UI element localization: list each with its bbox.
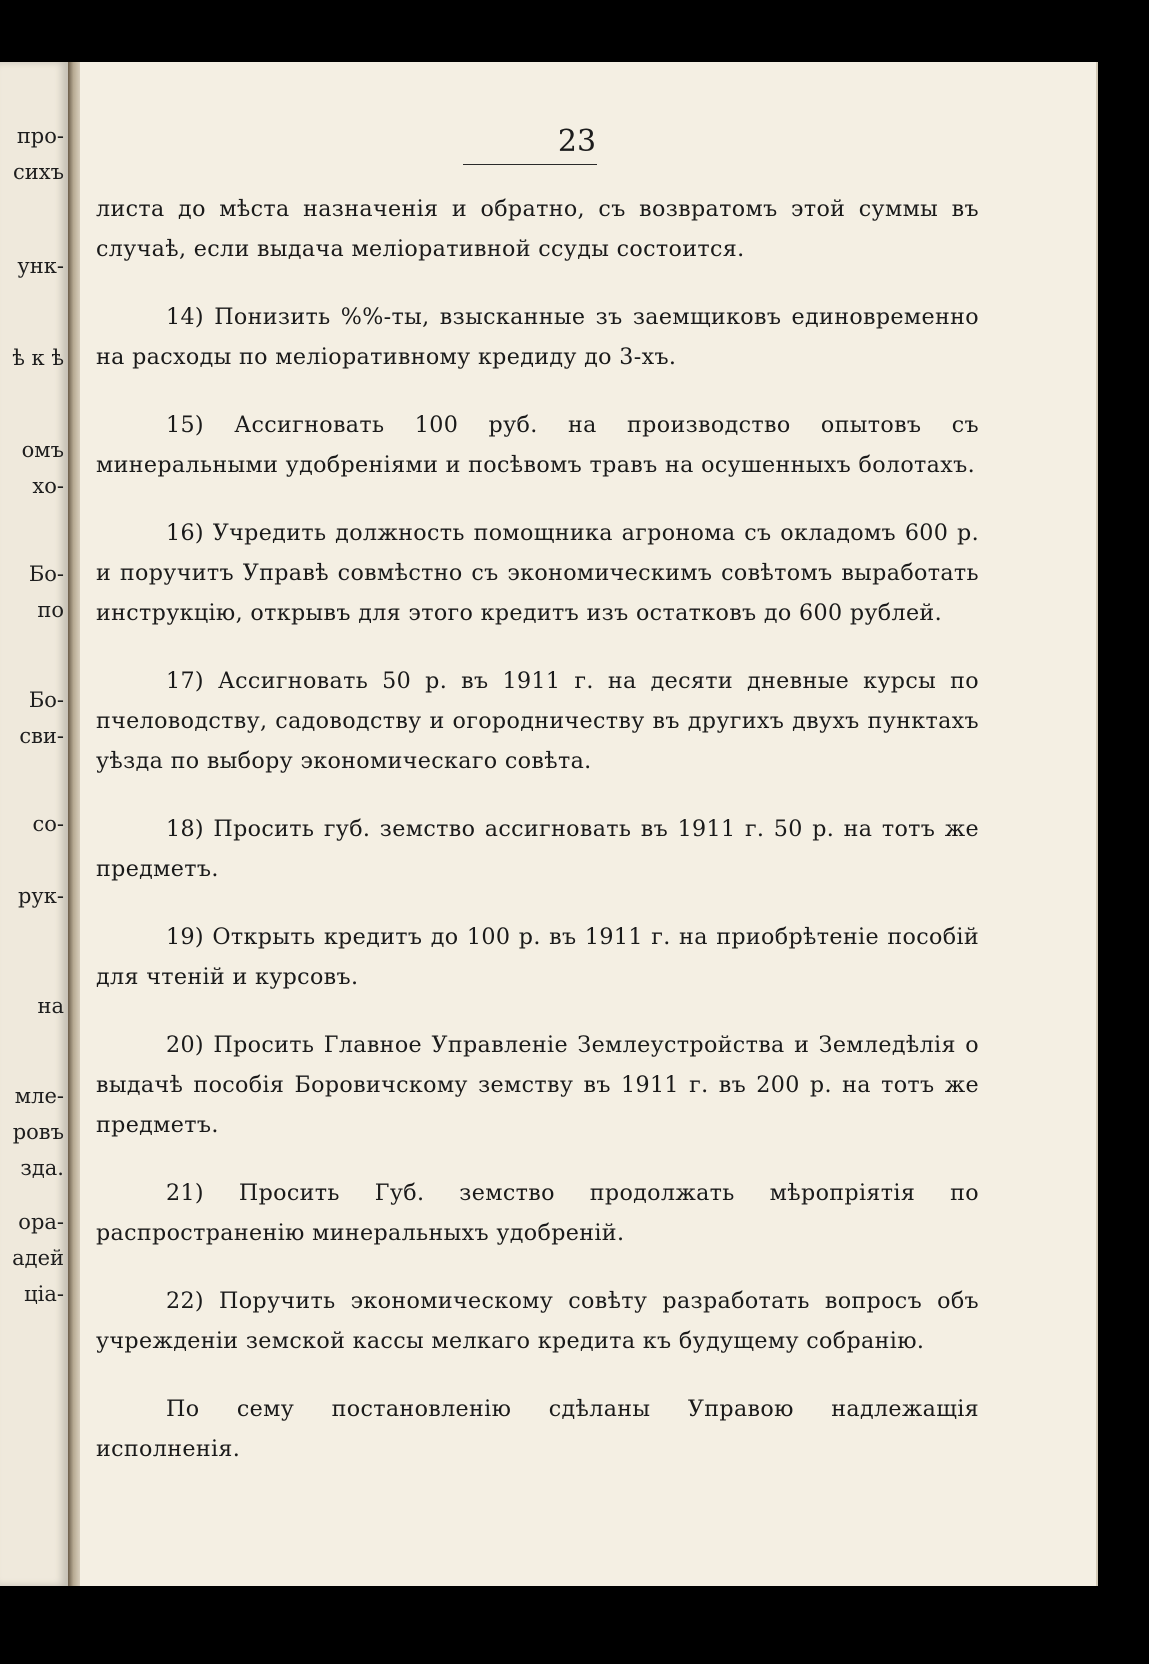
paragraph-item-22: 22) Поручить экономическому совѣту разработать вопросъ объ учрежденіи земской кассы мелкаго кредита къ будущему собранію. <box>96 1288 979 1354</box>
previous-page-edge <box>0 62 68 1586</box>
paragraph-item-21: 21) Просить Губ. земство продолжать мѣропріятія по распространенію минеральныхъ удобреній. <box>96 1180 979 1246</box>
paragraph-item-18: 18) Просить губ. земство ассигновать въ 1911 г. 50 р. на тотъ же предметъ. <box>96 816 979 882</box>
facing-page-fragment: хо- <box>32 474 64 498</box>
body-text <box>96 189 979 1497</box>
facing-page-fragment: зда. <box>20 1156 64 1180</box>
paragraph-item-17: 17) Ассигновать 50 р. въ 1911 г. на десяти дневные курсы по пчеловодству, садоводству и огородничеству въ другихъ двухъ пунктахъ уѣзда по выбору экономическаго совѣта. <box>96 668 979 774</box>
facing-page-fragment: рук- <box>17 884 64 908</box>
paragraph-continuation: листа до мѣста назначенія и обратно, съ возвратомъ этой суммы въ случаѣ, если выдача меліоративной ссуды состоится. <box>96 196 979 262</box>
document-page <box>80 62 1096 1586</box>
facing-page-fragment: сихъ <box>13 160 64 184</box>
facing-page-fragment: Бо- <box>28 562 64 586</box>
facing-page-fragment: со- <box>32 812 64 836</box>
facing-page-fragment: ора- <box>18 1210 64 1234</box>
facing-page-fragment: ровъ <box>12 1120 64 1144</box>
paragraph-item-19: 19) Открыть кредитъ до 100 р. въ 1911 г. на приобрѣтеніе пособій для чтеній и курсовъ. <box>96 924 979 990</box>
facing-page-fragment: про- <box>16 124 64 148</box>
facing-page-fragment: адей <box>12 1246 64 1270</box>
facing-page-fragment: Бо- <box>28 688 64 712</box>
book-gutter <box>68 62 80 1586</box>
paragraph-item-14: 14) Понизить %%-ты, взысканные зъ заемщиковъ единовременно на расходы по меліоративному кредиду до 3-хъ. <box>96 304 979 370</box>
facing-page-fragment: ціа- <box>24 1282 64 1306</box>
facing-page-fragment: омъ <box>21 438 64 462</box>
paragraph-item-16: 16) Учредить должность помощника агронома съ окладомъ 600 р. и поручитъ Управѣ совмѣстно съ экономическимъ совѣтомъ выработать инструкцію, открывъ для этого кредитъ изъ остатковъ до 600 рублей. <box>96 520 979 626</box>
paragraph-item-20: 20) Просить Главное Управленіе Землеустройства и Земледѣлія о выдачѣ пособія Боровичскому земству въ 1911 г. въ 200 р. на тотъ же предметъ. <box>96 1032 979 1138</box>
facing-page-fragment: на <box>37 994 64 1018</box>
facing-page-fragment: сви- <box>19 724 64 748</box>
page-number-rule <box>463 164 597 165</box>
facing-page-fragment: ѣ к ѣ <box>12 346 64 370</box>
page-number: 23 <box>557 124 597 159</box>
closing-statement: По сему постановленію сдѣланы Управою надлежащія исполненія. <box>96 1396 979 1462</box>
facing-page-fragment: унк- <box>17 254 64 278</box>
paragraph-item-15: 15) Ассигновать 100 руб. на производство опытовъ съ минеральными удобреніями и посѣвомъ травъ на осушенныхъ болотахъ. <box>96 412 979 478</box>
facing-page-fragment: мле- <box>14 1084 64 1108</box>
facing-page-fragment: по <box>37 598 64 622</box>
